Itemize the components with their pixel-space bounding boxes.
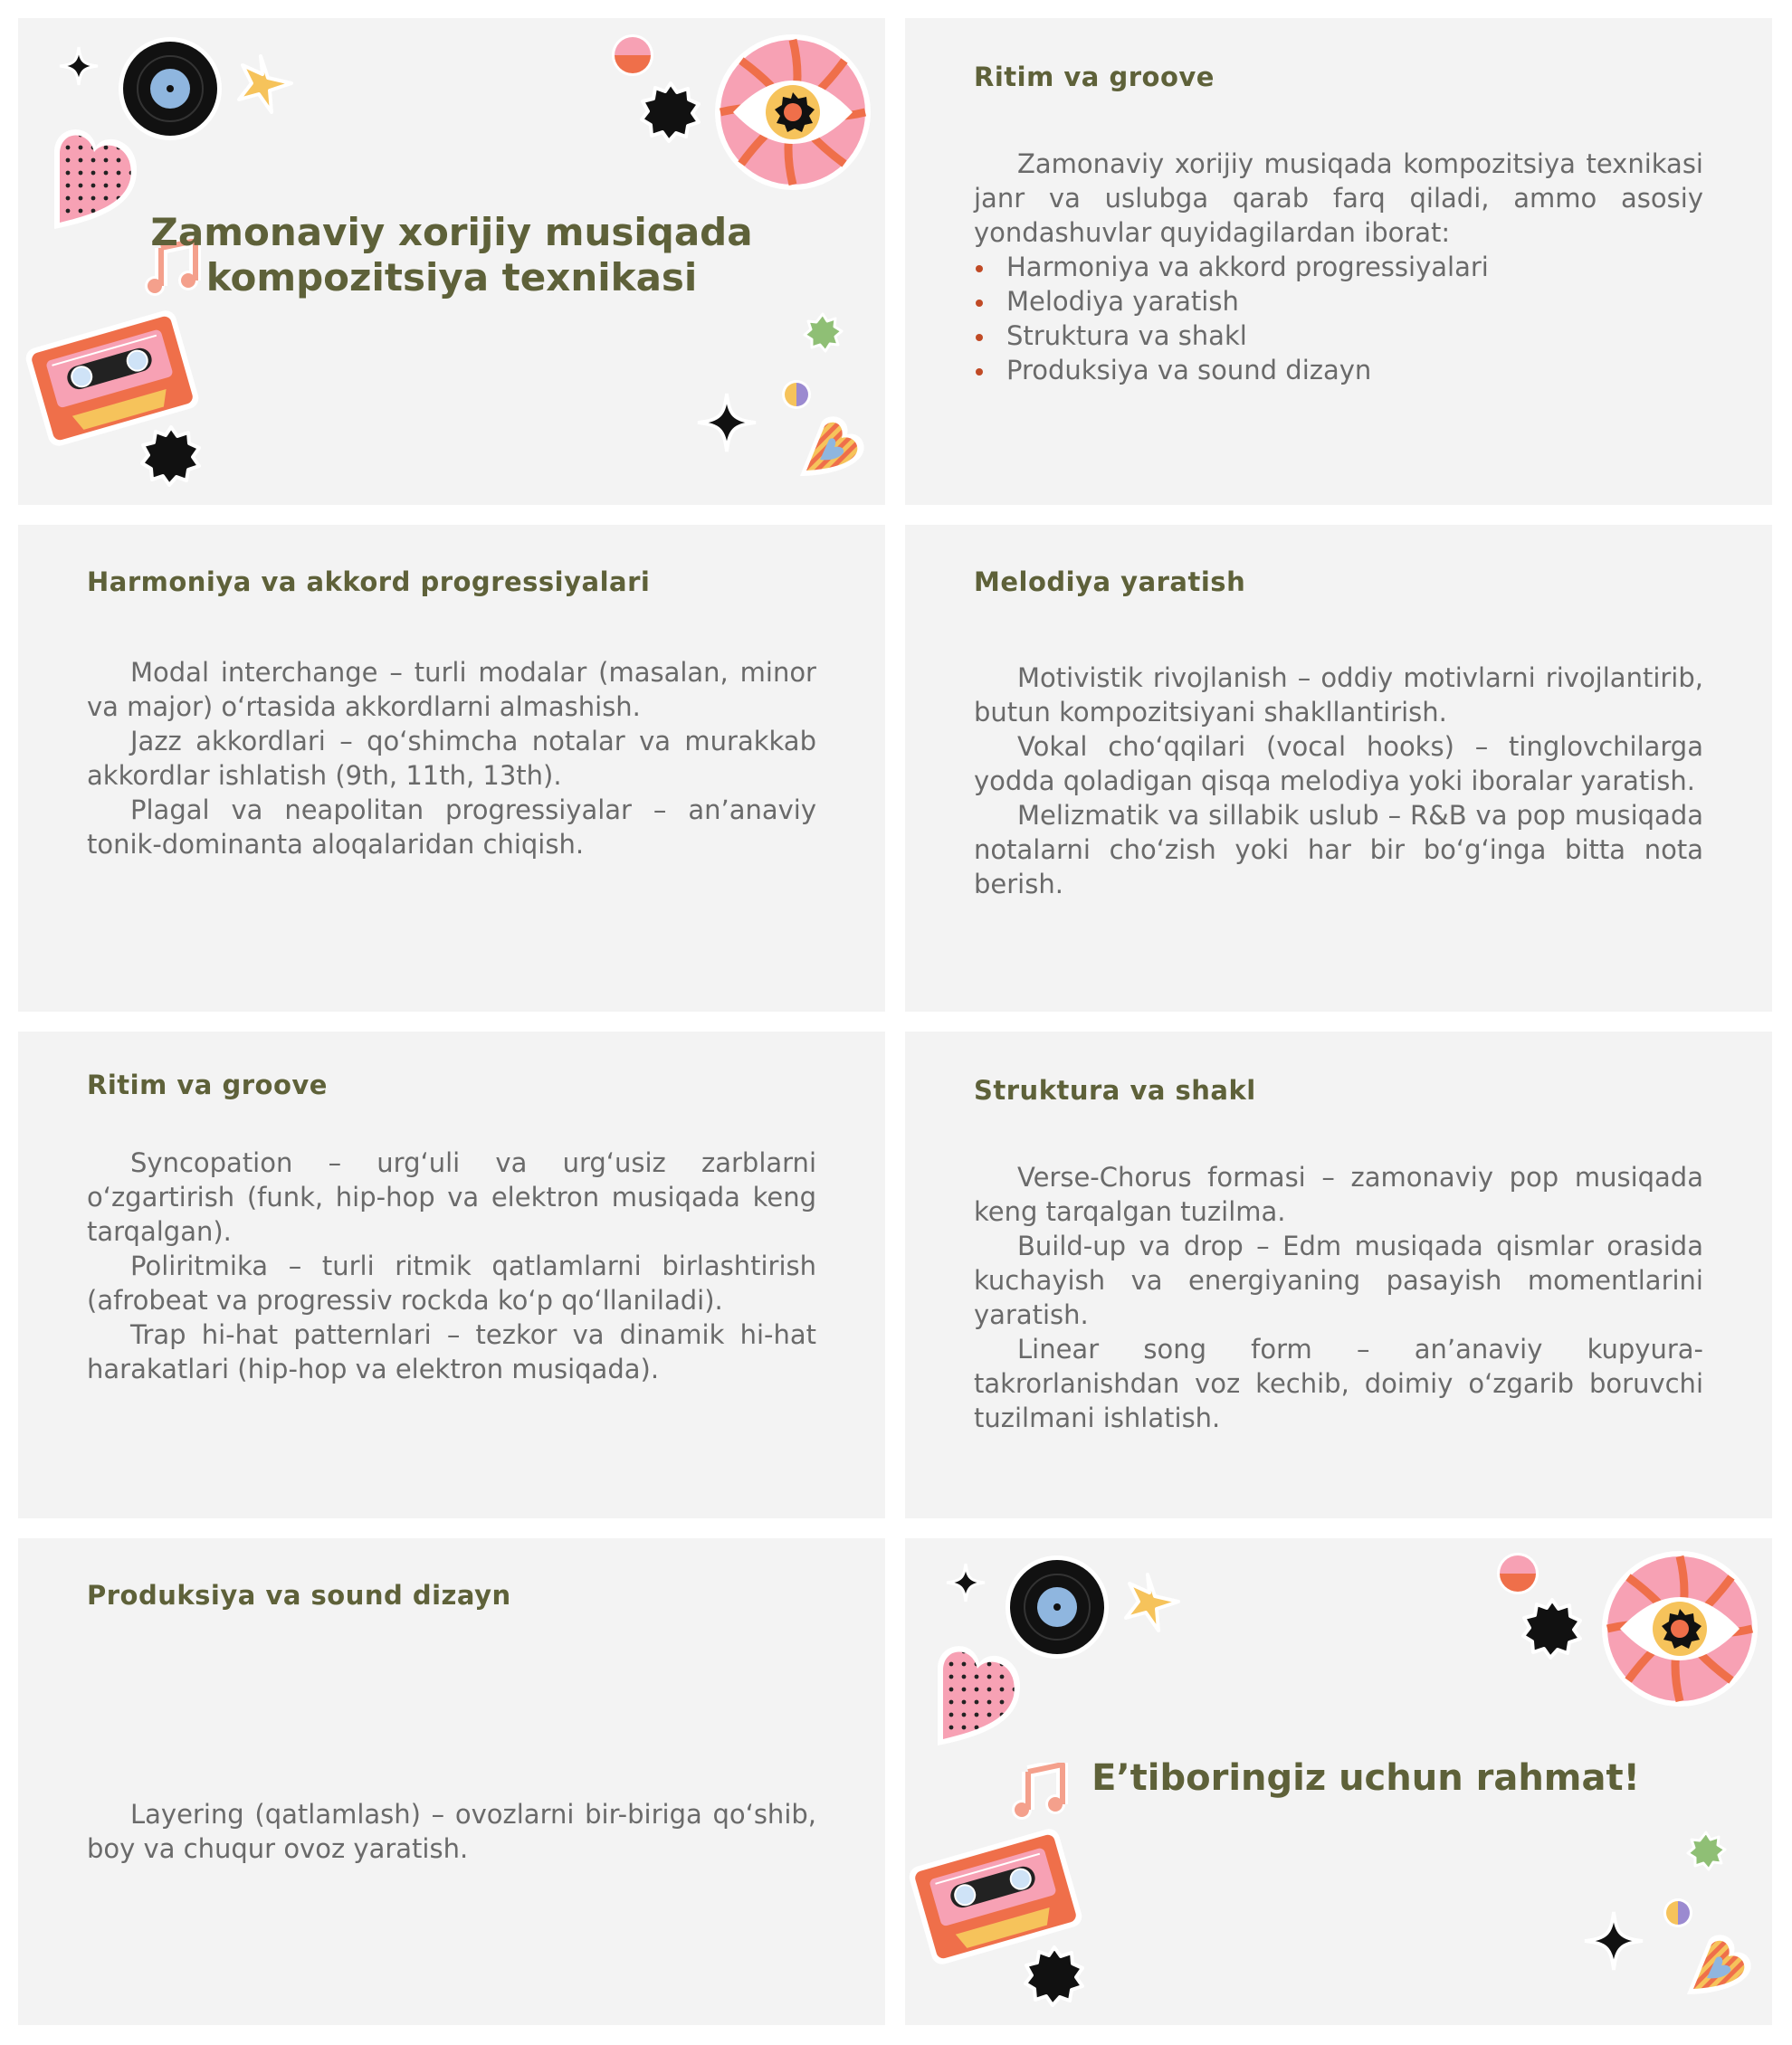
gear-flower-icon — [139, 423, 203, 487]
list-item: Melodiya yaratish — [974, 284, 1703, 319]
half-circle-icon — [1662, 1897, 1694, 1929]
paragraph: Modal interchange – turli modalar (masalan, minor va major) o‘rtasida akkordlarni almashish. — [87, 657, 816, 722]
slide-body — [974, 1160, 1703, 1435]
paragraph: Poliritmika – turli ritmik qatlamlarni birlashtirish (afrobeat va progressiv rockda ko‘p qo‘llaniladi). — [87, 1251, 816, 1316]
slide-thanks — [905, 1538, 1772, 2025]
paragraph: Motivistik rivojlanish – oddiy motivlarni rivojlantirib, butun kompozitsiyani shakllantirish. — [974, 662, 1703, 728]
paragraph: Trap hi-hat patternlari – tezkor va dinamik hi-hat harakatlari (hip-hop va elektron musiqada). — [87, 1319, 816, 1384]
star-icon — [1120, 1571, 1184, 1634]
sparkle-icon — [695, 391, 758, 454]
title-line-1: Zamonaviy xorijiy musiqada — [150, 210, 753, 254]
paragraph: Linear song form – an’anaviy kupyura-takrorlanishdan voz kechib, doimiy o‘zgarib boruvchi tuzilmani ishlatish. — [974, 1334, 1703, 1433]
title-line-2: kompozitsiya texnikasi — [205, 255, 698, 300]
topic-list — [974, 250, 1703, 387]
paragraph: Plagal va neapolitan progressiyalar – an’anaviy tonik-dominanta aloqalaridan chiqish. — [87, 794, 816, 860]
half-circle-icon — [780, 378, 813, 411]
slide-structure — [905, 1032, 1772, 1518]
green-flower-icon — [1685, 1830, 1727, 1871]
striped-heart-icon — [795, 413, 867, 485]
star-icon — [234, 52, 297, 116]
slide-heading: Ritim va groove — [974, 62, 1215, 92]
paragraph: Vokal cho‘qqilari (vocal hooks) – tinglovchilarga yodda qoladigan qisqa melodiya yoki iboralar yaratish. — [974, 731, 1703, 796]
slide-body — [87, 1797, 816, 1866]
list-item: Produksiya va sound dizayn — [974, 353, 1703, 387]
slide-overview — [905, 18, 1772, 505]
slide-heading: Produksiya va sound dizayn — [87, 1580, 511, 1611]
slide-body — [974, 147, 1703, 387]
intro-paragraph: Zamonaviy xorijiy musiqada kompozitsiya texnikasi janr va uslubga qarab farq qiladi, ammo asosiy yondashuvlar quyidagilardan iborat: — [974, 148, 1703, 248]
slide-body — [87, 655, 816, 861]
eye-icon — [711, 31, 874, 194]
dotted-heart-icon — [920, 1632, 1037, 1750]
slide-heading: Struktura va shakl — [974, 1075, 1256, 1106]
slide-title — [18, 18, 885, 505]
paragraph: Layering (qatlamlash) – ovozlarni bir-biriga qo‘shib, boy va chuqur ovoz yaratish. — [87, 1799, 816, 1864]
thank-you-title: E’tiboringiz uchun rahmat! — [1091, 1757, 1640, 1799]
slide-heading: Harmoniya va akkord progressiyalari — [87, 566, 651, 597]
paragraph: Syncopation – urg‘uli va urg‘usiz zarblarni o‘zgartirish (funk, hip-hop va elektron musiqada keng tarqalgan). — [87, 1147, 816, 1247]
sparkle-icon — [945, 1562, 987, 1603]
paragraph: Build-up va drop – Edm musiqada qismlar orasida kuchayish va energiyaning pasayish momentlarini yaratish. — [974, 1231, 1703, 1330]
slide-body — [974, 661, 1703, 901]
paragraph: Jazz akkordlari – qo‘shimcha notalar va murakkab akkordlar ishlatish (9th, 11th, 13th). — [87, 726, 816, 791]
list-item: Struktura va shakl — [974, 319, 1703, 353]
slide-harmony — [18, 525, 885, 1012]
slide-production — [18, 1538, 885, 2025]
semicircle-dot-icon — [610, 33, 655, 78]
paragraph: Melizmatik va sillabik uslub – R&B va pop musiqada notalarni cho‘zish yoki har bir bo‘g‘inga bitta nota berish. — [974, 800, 1703, 899]
slide-melody — [905, 525, 1772, 1012]
slide-heading: Melodiya yaratish — [974, 566, 1246, 597]
gear-flower-icon — [1023, 1944, 1086, 2007]
slide-rhythm — [18, 1032, 885, 1518]
sparkle-icon — [58, 45, 100, 87]
list-item: Harmoniya va akkord progressiyalari — [974, 250, 1703, 284]
semicircle-dot-icon — [1495, 1551, 1540, 1596]
sparkle-icon — [1582, 1909, 1645, 1973]
striped-heart-icon — [1682, 1931, 1754, 2003]
slide-heading: Ritim va groove — [87, 1070, 328, 1100]
green-flower-icon — [802, 311, 844, 353]
slide-body — [87, 1146, 816, 1386]
paragraph: Verse-Chorus formasi – zamonaviy pop musiqada keng tarqalgan tuzilma. — [974, 1162, 1703, 1227]
eye-icon — [1598, 1547, 1761, 1710]
gear-flower-icon — [1520, 1596, 1584, 1660]
gear-flower-icon — [639, 80, 702, 143]
presentation-title — [18, 210, 885, 300]
